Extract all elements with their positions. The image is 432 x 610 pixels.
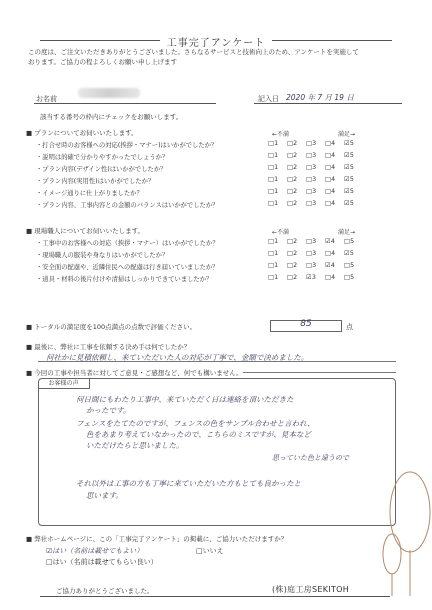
plan-question-2: ・説明は的確で分かりやすかったでしょうか？ [36, 154, 169, 161]
plan-q5-option-2[interactable]: □2 [287, 188, 298, 195]
section-publish-heading: ■ 弊社ホームページに、この「工事完了アンケート」の掲載に、ご協力いただけますか？ [26, 535, 288, 543]
company-name: (株)庭工房SEKITOH [272, 585, 350, 594]
plan-q6-option-1[interactable]: □1 [268, 200, 279, 207]
plan-q1-option-1[interactable]: □1 [268, 140, 279, 147]
date-value: 2020 年 7 月 19 日 [286, 93, 354, 102]
customer-voice-tab: お客様の声 [38, 378, 90, 389]
staff-q1-option-2[interactable]: □2 [287, 238, 298, 245]
name-underline [34, 103, 216, 104]
comment-line-4: 色をあまり考えていなかったので、こちらのミスですが、見本など [86, 430, 311, 439]
section-reason-heading: ■ 最後に、弊社に工事を依頼する決め手は何でしたか？ [26, 343, 191, 351]
plan-q3-option-1[interactable]: □1 [268, 164, 279, 171]
survey-title: 工事完了アンケート [166, 38, 266, 49]
instruction-text: 該当する番号の枠内にチェックをお願いします。 [40, 113, 183, 121]
reason-answer: 何社かに見積依頼し、来ていただいた人の対応が丁寧で、金額で決めました。 [46, 353, 309, 362]
staff-q2-option-3[interactable]: □3 [306, 250, 317, 257]
staff-q3-option-5[interactable]: □5 [344, 262, 355, 269]
plan-q6-option-2[interactable]: □2 [287, 200, 298, 207]
plan-q3-option-3[interactable]: □3 [306, 164, 317, 171]
staff-question-1: ・工事中のお客様への対応（挨拶・マナー）はいかがでしたか？ [36, 240, 219, 247]
plan-q1-option-4[interactable]: □4 [325, 140, 336, 147]
staff-q3-option-4[interactable]: ☑4 [325, 262, 336, 269]
scale-left-label-2: ←不満 [272, 229, 290, 236]
plan-q1-option-3[interactable]: □3 [306, 140, 317, 147]
plan-q4-option-2[interactable]: □2 [287, 176, 298, 183]
plan-q1-option-2[interactable]: □2 [287, 140, 298, 147]
plan-q2-option-3[interactable]: □3 [306, 152, 317, 159]
plan-q4-option-5[interactable]: ☑5 [344, 176, 355, 183]
staff-q3-option-1[interactable]: □1 [268, 262, 279, 269]
comment-inserted-note: 思っていた色と違うので [272, 454, 349, 462]
intro-text [28, 47, 408, 67]
plan-q4-option-4[interactable]: □4 [325, 176, 336, 183]
plan-q2-option-5[interactable]: ☑5 [344, 152, 355, 159]
plan-q2-option-4[interactable]: □4 [325, 152, 336, 159]
plan-q5-option-1[interactable]: □1 [268, 188, 279, 195]
publish-no[interactable]: □いいえ [196, 547, 224, 555]
comment-line-8: 思います。 [86, 491, 123, 500]
staff-q1-option-3[interactable]: □3 [306, 238, 317, 245]
plan-question-4: ・プラン内容(実用性)はいかがでしたか？ [36, 178, 155, 185]
plan-q3-option-5[interactable]: ☑5 [344, 164, 355, 171]
footer-thanks: ご協力ありがとうございました。 [56, 587, 154, 595]
publish-yes-no-name[interactable]: □はい（名前は載せてもらい良い） [46, 558, 158, 566]
staff-q3-option-3[interactable]: □3 [306, 262, 317, 269]
plan-q3-option-2[interactable]: □2 [287, 164, 298, 171]
staff-q3-option-2[interactable]: □2 [287, 262, 298, 269]
title-rule-right [272, 40, 392, 41]
scale-right-label-2: 満足→ [338, 229, 356, 236]
staff-question-3: ・安全面の配慮や、近隣住民への配慮は行き届いていましたか？ [36, 264, 219, 271]
plan-question-5: ・イメージ通りに仕上がりましたか？ [36, 190, 143, 197]
name-label: お名前 [36, 95, 57, 103]
score-value: 85 [300, 319, 312, 329]
tree-illustration-icon [380, 470, 432, 610]
section-score-heading: ■ トータルの満足度を100点満点の点数で評価ください。 [26, 323, 197, 331]
staff-q1-option-5[interactable]: □5 [344, 238, 355, 245]
staff-q2-option-2[interactable]: □2 [287, 250, 298, 257]
name-redacted [78, 88, 140, 98]
plan-question-1: ・打合せ時のお客様への対応(挨拶・マナー)はいかがでしたか？ [36, 142, 218, 149]
staff-q4-option-1[interactable]: □1 [268, 274, 279, 281]
staff-q4-option-5[interactable]: □5 [344, 274, 355, 281]
scale-right-label: 満足→ [338, 131, 356, 138]
staff-q1-option-1[interactable]: □1 [268, 238, 279, 245]
staff-q1-option-4[interactable]: ☑4 [325, 238, 336, 245]
plan-q3-option-4[interactable]: □4 [325, 164, 336, 171]
staff-question-4: ・道具・材料の後片付けや清掃はしっかりできていましたか？ [36, 276, 213, 283]
footer-rule [40, 596, 390, 597]
comment-line-2: かったです。 [86, 406, 131, 415]
plan-q4-option-3[interactable]: □3 [306, 176, 317, 183]
publish-yes-with-name[interactable]: ☑はい（名前は載せてもよい） [46, 547, 144, 555]
staff-q4-option-3[interactable]: ☑3 [306, 274, 317, 281]
plan-q2-option-2[interactable]: □2 [287, 152, 298, 159]
date-underline [254, 103, 402, 104]
plan-q5-option-4[interactable]: □4 [325, 188, 336, 195]
plan-q5-option-5[interactable]: ☑5 [344, 188, 355, 195]
plan-question-3: ・プラン内容(デザイン性)はいかがでしたか？ [36, 166, 167, 173]
plan-q6-option-4[interactable]: □4 [325, 200, 336, 207]
intro-line-2: おります。ご協力の程よろしくお願い申し上げます [28, 58, 177, 66]
plan-q2-option-1[interactable]: □1 [268, 152, 279, 159]
staff-q2-option-5[interactable]: ☑5 [344, 250, 355, 257]
score-unit: 点 [346, 323, 353, 331]
comment-line-7: それ以外は工事の方も丁寧に来ていただいた方もとても良かったと [76, 479, 301, 488]
staff-q4-option-4[interactable]: □4 [325, 274, 336, 281]
staff-question-2: ・現場職人の服装や身なりはいかがでしたか？ [36, 252, 169, 259]
section-plan-heading: ■ プランについてお伺いいたします。 [26, 129, 138, 137]
plan-q5-option-3[interactable]: □3 [306, 188, 317, 195]
staff-q2-option-4[interactable]: □4 [325, 250, 336, 257]
plan-question-6: ・プラン内容、工事内容との金額のバランスはいかがでしたか？ [36, 202, 219, 209]
intro-line-1: この度は、ご注文いただきありがとうございました。さらなるサービスと技術向上のため、アンケートを実施して [28, 48, 359, 56]
comment-line-3: フェンスをたてたのですが、フェンスの色をサンプル合わせと言われ、 [76, 419, 315, 428]
comment-line-1: 何日間にもわたり工事中、来ていただく日は連絡を頂いただきた [76, 395, 294, 404]
plan-q1-option-5[interactable]: ☑5 [344, 140, 355, 147]
comment-line-5: いただけたらと思いました。 [86, 441, 184, 450]
plan-q6-option-3[interactable]: □3 [306, 200, 317, 207]
plan-q6-option-5[interactable]: ☑5 [344, 200, 355, 207]
section-comments-heading: ■ 今回の工事や担当者に対してご意見・ご感想など、何でも構いません。 [26, 369, 243, 377]
scale-left-label: ←不満 [272, 131, 290, 138]
staff-q2-option-1[interactable]: □1 [268, 250, 279, 257]
title-rule-left [40, 40, 160, 41]
staff-q4-option-2[interactable]: □2 [287, 274, 298, 281]
date-label: 記入日 [258, 95, 279, 103]
plan-q4-option-1[interactable]: □1 [268, 176, 279, 183]
section-staff-heading: ■ 現場職人についてお伺いいたします。 [26, 227, 145, 235]
